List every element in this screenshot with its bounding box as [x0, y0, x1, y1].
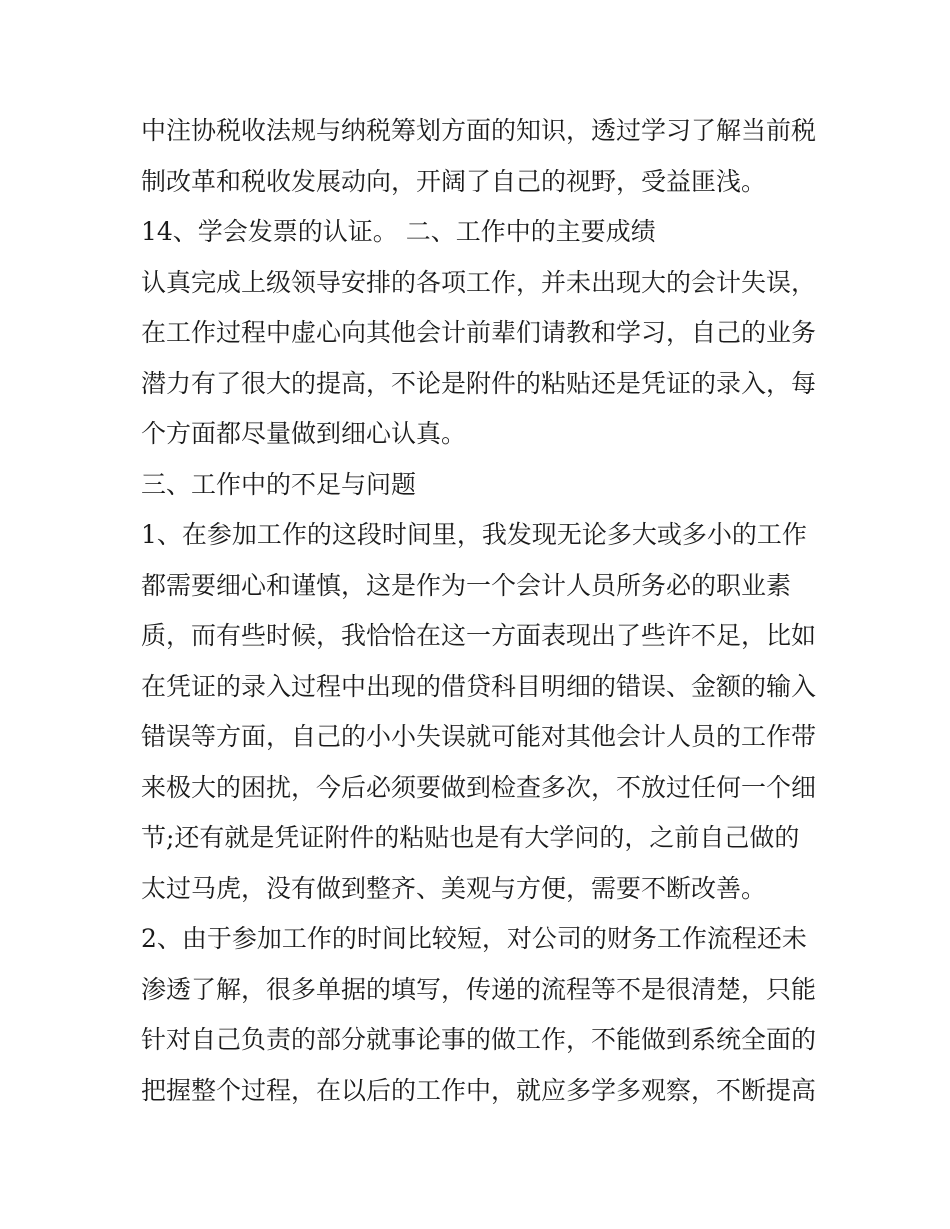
- text-line: 错误等方面，自己的小小失误就可能对其他会计人员的工作带: [141, 722, 817, 751]
- text-line: 个方面都尽量做到细心认真。: [141, 419, 467, 448]
- text-line: 中注协税收法规与纳税筹划方面的知识，透过学习了解当前税: [141, 116, 817, 145]
- text-line: 14、学会发票的认证。 二、工作中的主要成绩: [141, 217, 656, 246]
- document-body: [141, 106, 831, 1116]
- text-line: 太过马虎，没有做到整齐、美观与方便，需要不断改善。: [141, 873, 767, 903]
- text-line: 渗透了解，很多单据的填写，传递的流程等不是很清楚，只能: [141, 974, 817, 1004]
- text-line: 质，而有些时候，我恰恰在这一方面表现出了些许不足，比如: [141, 621, 817, 650]
- text-line: 针对自己负责的部分就事论事的做工作，不能做到系统全面的: [141, 1025, 817, 1054]
- text-line: 节;还有就是凭证附件的粘贴也是有大学问的，之前自己做的: [141, 823, 800, 852]
- text-line: 制改革和税收发展动向，开阔了自己的视野，受益匪浅。: [141, 166, 767, 196]
- text-line: 来极大的困扰，今后必须要做到检查多次，不放过任何一个细: [141, 772, 817, 802]
- text-line: 潜力有了很大的提高，不论是附件的粘贴还是凭证的录入，每: [141, 368, 817, 398]
- text-line: 都需要细心和谨慎，这是作为一个会计人员所务必的职业素: [141, 570, 792, 600]
- text-line: 把握整个过程，在以后的工作中，就应多学多观察，不断提高: [141, 1075, 817, 1105]
- text-line: 在凭证的录入过程中出现的借贷科目明细的错误、金额的输入: [141, 671, 817, 701]
- text-line: 在工作过程中虚心向其他会计前辈们请教和学习，自己的业务: [141, 318, 817, 347]
- text-line: 1、在参加工作的这段时间里，我发现无论多大或多小的工作: [141, 520, 807, 549]
- text-line: 三、工作中的不足与问题: [141, 469, 417, 499]
- text-line: 2、由于参加工作的时间比较短，对公司的财务工作流程还未: [141, 924, 807, 953]
- text-line: 认真完成上级领导安排的各项工作，并未出现大的会计失误，: [141, 267, 817, 297]
